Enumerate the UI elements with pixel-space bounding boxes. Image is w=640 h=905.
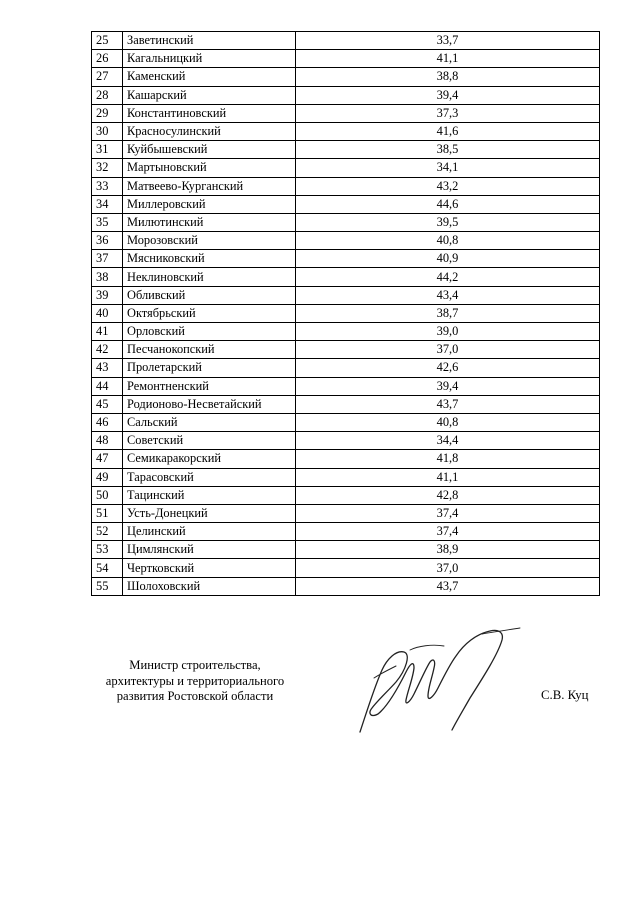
- value-cell: 39,0: [296, 323, 600, 341]
- signer-title: [100, 658, 290, 705]
- value-cell: 42,8: [296, 486, 600, 504]
- value-cell: 41,8: [296, 450, 600, 468]
- row-number-cell: 33: [92, 177, 123, 195]
- district-name-cell: Мартыновский: [123, 159, 296, 177]
- table-row: [92, 104, 600, 122]
- districts-table-body: [92, 32, 600, 596]
- table-row: [92, 359, 600, 377]
- district-name-cell: Константиновский: [123, 104, 296, 122]
- table-row: [92, 577, 600, 595]
- district-name-cell: Родионово-Несветайский: [123, 395, 296, 413]
- value-cell: 38,7: [296, 304, 600, 322]
- row-number-cell: 41: [92, 323, 123, 341]
- row-number-cell: 48: [92, 432, 123, 450]
- district-name-cell: Обливский: [123, 286, 296, 304]
- row-number-cell: 40: [92, 304, 123, 322]
- table-row: [92, 286, 600, 304]
- row-number-cell: 34: [92, 195, 123, 213]
- district-name-cell: Пролетарский: [123, 359, 296, 377]
- row-number-cell: 35: [92, 213, 123, 231]
- district-name-cell: Шолоховский: [123, 577, 296, 595]
- value-cell: 33,7: [296, 32, 600, 50]
- value-cell: 38,5: [296, 141, 600, 159]
- row-number-cell: 28: [92, 86, 123, 104]
- row-number-cell: 31: [92, 141, 123, 159]
- value-cell: 37,0: [296, 559, 600, 577]
- table-row: [92, 413, 600, 431]
- table-row: [92, 268, 600, 286]
- value-cell: 41,1: [296, 468, 600, 486]
- row-number-cell: 38: [92, 268, 123, 286]
- district-name-cell: Чертковский: [123, 559, 296, 577]
- table-row: [92, 86, 600, 104]
- district-name-cell: Песчанокопский: [123, 341, 296, 359]
- table-row: [92, 468, 600, 486]
- row-number-cell: 51: [92, 504, 123, 522]
- district-name-cell: Сальский: [123, 413, 296, 431]
- row-number-cell: 27: [92, 68, 123, 86]
- table-row: [92, 195, 600, 213]
- district-name-cell: Орловский: [123, 323, 296, 341]
- row-number-cell: 32: [92, 159, 123, 177]
- row-number-cell: 55: [92, 577, 123, 595]
- districts-table: [91, 31, 600, 596]
- value-cell: 40,8: [296, 232, 600, 250]
- district-name-cell: Усть-Донецкий: [123, 504, 296, 522]
- row-number-cell: 50: [92, 486, 123, 504]
- value-cell: 38,8: [296, 68, 600, 86]
- district-name-cell: Тацинский: [123, 486, 296, 504]
- table-row: [92, 177, 600, 195]
- district-name-cell: Тарасовский: [123, 468, 296, 486]
- row-number-cell: 29: [92, 104, 123, 122]
- table-row: [92, 323, 600, 341]
- table-row: [92, 541, 600, 559]
- row-number-cell: 52: [92, 523, 123, 541]
- row-number-cell: 42: [92, 341, 123, 359]
- row-number-cell: 44: [92, 377, 123, 395]
- value-cell: 43,4: [296, 286, 600, 304]
- row-number-cell: 37: [92, 250, 123, 268]
- table-row: [92, 486, 600, 504]
- value-cell: 44,2: [296, 268, 600, 286]
- signer-title-line-3: развития Ростовской области: [116, 689, 274, 703]
- row-number-cell: 49: [92, 468, 123, 486]
- district-name-cell: Каменский: [123, 68, 296, 86]
- table-row: [92, 377, 600, 395]
- table-row: [92, 395, 600, 413]
- signer-name: С.В. Куц: [541, 688, 589, 702]
- value-cell: 43,7: [296, 395, 600, 413]
- value-cell: 38,9: [296, 541, 600, 559]
- table-row: [92, 559, 600, 577]
- row-number-cell: 43: [92, 359, 123, 377]
- row-number-cell: 46: [92, 413, 123, 431]
- value-cell: 37,3: [296, 104, 600, 122]
- value-cell: 37,0: [296, 341, 600, 359]
- row-number-cell: 47: [92, 450, 123, 468]
- district-name-cell: Октябрьский: [123, 304, 296, 322]
- district-name-cell: Кашарский: [123, 86, 296, 104]
- table-row: [92, 504, 600, 522]
- district-name-cell: Цимлянский: [123, 541, 296, 559]
- value-cell: 43,7: [296, 577, 600, 595]
- table-row: [92, 341, 600, 359]
- handwritten-signature: [352, 626, 528, 736]
- district-name-cell: Морозовский: [123, 232, 296, 250]
- value-cell: 40,8: [296, 413, 600, 431]
- row-number-cell: 54: [92, 559, 123, 577]
- row-number-cell: 45: [92, 395, 123, 413]
- table-row: [92, 304, 600, 322]
- district-name-cell: Заветинский: [123, 32, 296, 50]
- table-row: [92, 250, 600, 268]
- table-row: [92, 523, 600, 541]
- value-cell: 34,4: [296, 432, 600, 450]
- table-row: [92, 213, 600, 231]
- district-name-cell: Ремонтненский: [123, 377, 296, 395]
- row-number-cell: 30: [92, 122, 123, 140]
- district-name-cell: Семикаракорский: [123, 450, 296, 468]
- district-name-cell: Мясниковский: [123, 250, 296, 268]
- row-number-cell: 39: [92, 286, 123, 304]
- district-name-cell: Милютинский: [123, 213, 296, 231]
- district-name-cell: Целинский: [123, 523, 296, 541]
- district-name-cell: Советский: [123, 432, 296, 450]
- value-cell: 43,2: [296, 177, 600, 195]
- signer-title-line-2: архитектуры и территориального: [105, 673, 285, 688]
- table-row: [92, 450, 600, 468]
- row-number-cell: 36: [92, 232, 123, 250]
- value-cell: 39,4: [296, 86, 600, 104]
- value-cell: 42,6: [296, 359, 600, 377]
- district-name-cell: Матвеево-Курганский: [123, 177, 296, 195]
- value-cell: 40,9: [296, 250, 600, 268]
- district-name-cell: Кагальницкий: [123, 50, 296, 68]
- table-row: [92, 159, 600, 177]
- table-row: [92, 432, 600, 450]
- value-cell: 34,1: [296, 159, 600, 177]
- table-row: [92, 32, 600, 50]
- signer-title-line-1: Министр строительства,: [129, 658, 261, 672]
- table-row: [92, 141, 600, 159]
- table-row: [92, 50, 600, 68]
- row-number-cell: 26: [92, 50, 123, 68]
- district-name-cell: Красносулинский: [123, 122, 296, 140]
- district-name-cell: Куйбышевский: [123, 141, 296, 159]
- value-cell: 37,4: [296, 504, 600, 522]
- row-number-cell: 53: [92, 541, 123, 559]
- value-cell: 41,6: [296, 122, 600, 140]
- district-name-cell: Миллеровский: [123, 195, 296, 213]
- row-number-cell: 25: [92, 32, 123, 50]
- value-cell: 37,4: [296, 523, 600, 541]
- table-row: [92, 68, 600, 86]
- district-name-cell: Неклиновский: [123, 268, 296, 286]
- value-cell: 44,6: [296, 195, 600, 213]
- table-row: [92, 122, 600, 140]
- value-cell: 39,4: [296, 377, 600, 395]
- value-cell: 39,5: [296, 213, 600, 231]
- table-row: [92, 232, 600, 250]
- value-cell: 41,1: [296, 50, 600, 68]
